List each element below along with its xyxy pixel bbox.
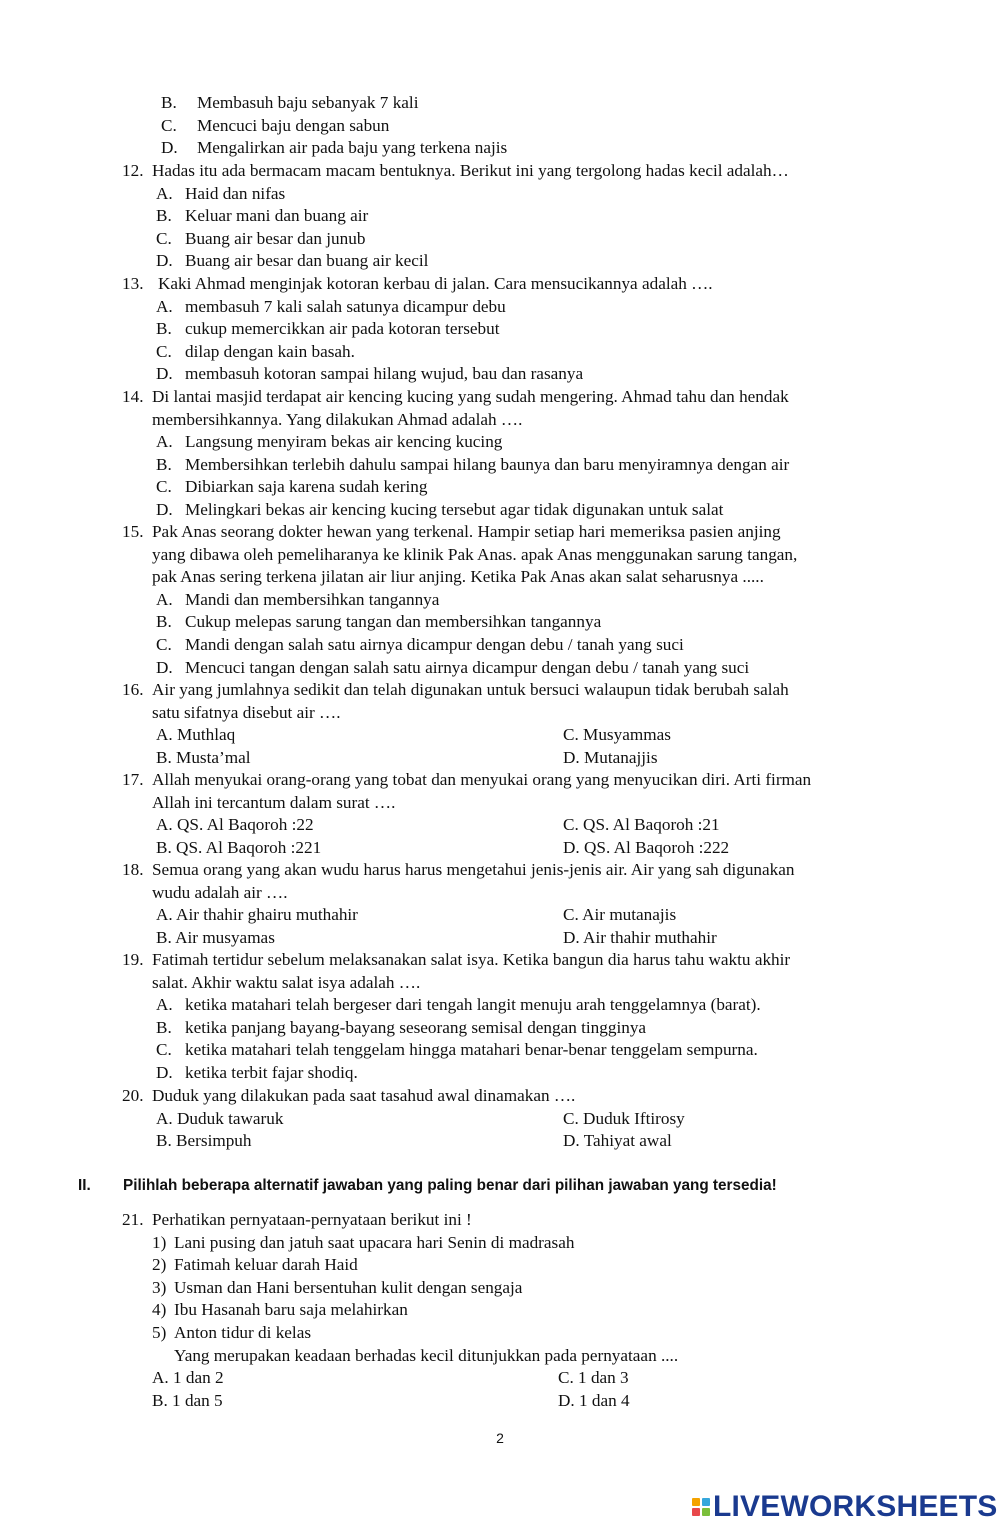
option-d[interactable]: D. Mencuci tangan dengan salah satu airnya dicampur dengan debu / tanah yang suci (156, 657, 750, 677)
option-d[interactable]: D. Buang air besar dan buang air kecil (156, 251, 429, 271)
option-b[interactable]: B. Membasuh baju sebanyak 7 kali (161, 93, 419, 112)
option-c[interactable]: C. QS. Al Baqoroh :21 (563, 815, 720, 835)
option-c[interactable]: C. Buang air besar dan junub (156, 228, 366, 248)
logo-square-v (692, 1508, 700, 1516)
question-13 (122, 273, 908, 386)
option-b[interactable]: B. Air musyamas (156, 927, 275, 947)
options-grid (122, 1108, 908, 1153)
question-stem: 18. Semua orang yang akan wudu harus harus mengetahui jenis-jenis air. Air yang sah digunakan wudu adalah air …. (122, 860, 795, 902)
section-number: II. (78, 1177, 91, 1194)
option-b[interactable]: B. Keluar mani dan buang air (156, 206, 369, 226)
option-d[interactable]: D. Tahiyat awal (563, 1131, 672, 1151)
option-d[interactable]: D. 1 dan 4 (558, 1390, 630, 1410)
question-21 (122, 1209, 908, 1412)
question-15 (122, 521, 908, 679)
option-a[interactable]: A. Air thahir ghairu muthahir (156, 905, 358, 925)
option-a[interactable]: A. Mandi dan membersihkan tangannya (156, 589, 440, 609)
option-b[interactable]: B. Cukup melepas sarung tangan dan membersihkan tangannya (156, 612, 602, 632)
option-a[interactable]: A. Langsung menyiram bekas air kencing kucing (156, 432, 503, 452)
question-stem: 16. Air yang jumlahnya sedikit dan telah digunakan untuk bersuci walaupun tidak berubah salah satu sifatnya disebut air …. (122, 680, 789, 722)
option-b[interactable]: B. QS. Al Baqoroh :221 (156, 837, 322, 857)
option-c[interactable]: C. Dibiarkan saja karena sudah kering (156, 477, 428, 497)
option-d[interactable]: D. Mengalirkan air pada baju yang terkena najis (161, 138, 508, 158)
options-grid (122, 904, 908, 949)
question-prompt: Yang merupakan keadaan berhadas kecil ditunjukkan pada pernyataan .... (174, 1345, 679, 1365)
question-20 (122, 1085, 908, 1153)
option-c[interactable]: C. Musyammas (563, 725, 671, 745)
page-number: 2 (496, 1430, 504, 1446)
option-b[interactable]: B. Musta’mal (156, 747, 251, 767)
option-a[interactable]: A. Duduk tawaruk (156, 1108, 284, 1128)
option-a[interactable]: A. ketika matahari telah bergeser dari tengah langit menuju arah tenggelamnya (barat). (156, 995, 761, 1015)
section-instruction: Pilihlah beberapa alternatif jawaban yang paling benar dari pilihan jawaban yang tersedia! (123, 1177, 777, 1194)
options-grid (122, 814, 908, 859)
option-d[interactable]: D. Mutanajjis (563, 747, 658, 767)
option-a[interactable]: A. 1 dan 2 (152, 1368, 224, 1388)
question-18 (122, 859, 908, 949)
question-16 (122, 679, 908, 769)
statement-4: 4) Ibu Hasanah baru saja melahirkan (152, 1300, 408, 1320)
option-b[interactable]: B. Bersimpuh (156, 1131, 252, 1151)
question-stem: 20. Duduk yang dilakukan pada saat tasahud awal dinamakan …. (122, 1086, 576, 1105)
question-11-options (122, 92, 908, 160)
option-b[interactable]: B. 1 dan 5 (152, 1390, 223, 1410)
question-stem: 15. Pak Anas seorang dokter hewan yang terkenal. Hampir setiap hari memeriksa pasien anjing yang dibawa oleh pemeliharanya ke klinik Pak Anas. apak Anas menggunakan sarung tangan, pak Anas sering terkena jilatan air liur anjing. Ketika Pak Anas akan salat seharusnya ..... (122, 522, 798, 587)
logo-square-l (692, 1498, 700, 1506)
option-a[interactable]: A. QS. Al Baqoroh :22 (156, 815, 314, 835)
option-d[interactable]: D. Air thahir muthahir (563, 927, 717, 947)
options-grid (122, 1367, 908, 1412)
question-stem: 21. Perhatikan pernyataan-pernyataan berikut ini ! (122, 1210, 472, 1229)
logo-grid-icon (692, 1498, 710, 1516)
logo-square-i (702, 1498, 710, 1506)
question-stem: 17. Allah menyukai orang-orang yang tobat dan menyukai orang yang menyucikan diri. Arti firman Allah ini tercantum dalam surat …. (122, 770, 812, 812)
option-c[interactable]: C. 1 dan 3 (558, 1368, 629, 1388)
statement-3: 3) Usman dan Hani bersentuhan kulit dengan sengaja (152, 1277, 523, 1297)
option-c[interactable]: C. ketika matahari telah tenggelam hingga matahari benar-benar tenggelam sempurna. (156, 1040, 758, 1060)
option-c[interactable]: C. Duduk Iftirosy (563, 1108, 685, 1128)
option-d[interactable]: D. ketika terbit fajar shodiq. (156, 1062, 358, 1082)
logo-square-e (702, 1508, 710, 1516)
option-b[interactable]: B. ketika panjang bayang-bayang seseorang semisal dengan tingginya (156, 1017, 647, 1037)
brand-name: LIVEWORKSHEETS (713, 1490, 998, 1523)
question-stem: 13. Kaki Ahmad menginjak kotoran kerbau di jalan. Cara mensucikannya adalah …. (122, 274, 713, 293)
question-stem: 12. Hadas itu ada bermacam macam bentuknya. Berikut ini yang tergolong hadas kecil adalah… (122, 161, 789, 180)
option-d[interactable]: D. Melingkari bekas air kencing kucing tersebut agar tidak digunakan untuk salat (156, 499, 724, 519)
statement-1: 1) Lani pusing dan jatuh saat upacara hari Senin di madrasah (152, 1232, 575, 1252)
option-a[interactable]: A. Haid dan nifas (156, 183, 286, 203)
question-stem: 14. Di lantai masjid terdapat air kencing kucing yang sudah mengering. Ahmad tahu dan hendak membersihkannya. Yang dilakukan Ahmad adalah …. (122, 387, 789, 429)
question-17 (122, 769, 908, 859)
option-c[interactable]: C. Air mutanajis (563, 905, 677, 925)
option-c[interactable]: C. Mandi dengan salah satu airnya dicampur dengan debu / tanah yang suci (156, 634, 684, 654)
option-b[interactable]: B. cukup memercikkan air pada kotoran tersebut (156, 319, 500, 339)
statement-5: 5) Anton tidur di kelas (152, 1322, 312, 1342)
question-12 (122, 160, 908, 273)
option-a[interactable]: A. membasuh 7 kali salah satunya dicampur debu (156, 296, 506, 316)
options-grid (122, 724, 908, 769)
option-c[interactable]: C. Mencuci baju dengan sabun (161, 115, 390, 135)
section-heading (78, 1176, 958, 1196)
liveworksheets-logo (692, 1489, 998, 1525)
option-c[interactable]: C. dilap dengan kain basah. (156, 341, 355, 361)
statement-2: 2) Fatimah keluar darah Haid (152, 1255, 358, 1275)
option-b[interactable]: B. Membersihkan terlebih dahulu sampai hilang baunya dan baru menyiramnya dengan air (156, 454, 790, 474)
option-d[interactable]: D. QS. Al Baqoroh :222 (563, 837, 730, 857)
question-14 (122, 386, 908, 522)
option-a[interactable]: A. Muthlaq (156, 725, 236, 745)
question-stem: 19. Fatimah tertidur sebelum melaksanakan salat isya. Ketika bangun dia harus tahu waktu akhir salat. Akhir waktu salat isya adalah …. (122, 950, 791, 992)
option-d[interactable]: D. membasuh kotoran sampai hilang wujud, bau dan rasanya (156, 364, 584, 384)
question-19 (122, 949, 908, 1085)
